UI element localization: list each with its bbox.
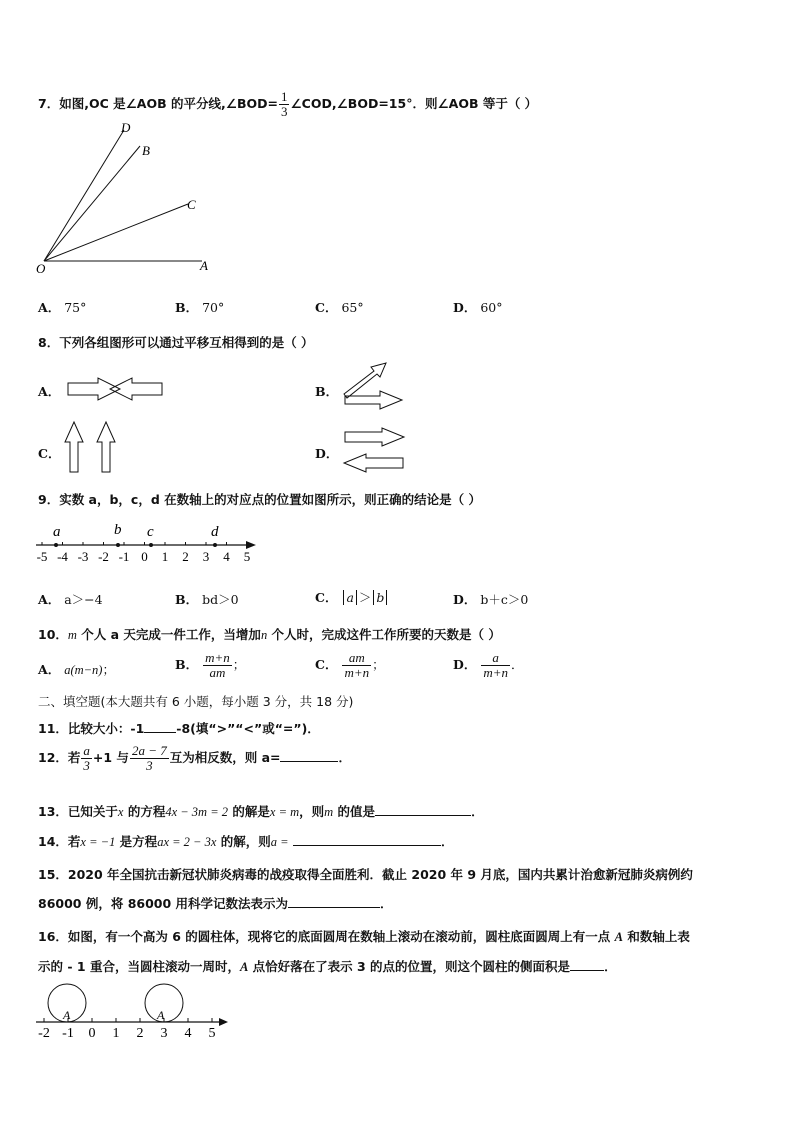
q16-tick-label: 5 xyxy=(208,1026,216,1041)
q7-text-post: ∠COD,∠BOD=15°．则∠AOB 等于（ ） xyxy=(290,96,538,111)
q10-option-a[interactable]: A． a(m−n)； xyxy=(38,662,115,677)
q9-number-line xyxy=(34,518,264,568)
q13-answer-blank[interactable] xyxy=(375,803,471,816)
q7-frac-num: 1 xyxy=(280,89,288,104)
q10-var-n: n xyxy=(260,628,268,642)
question-13: 13．已知关于x 的方程4x − 3m = 2 的解是x = m，则m 的值是 ． xyxy=(38,804,484,819)
question-11: 11．比较大小：-1 -8(填“>”“<”或“=”)． xyxy=(38,721,320,736)
q16-tick-label: 4 xyxy=(184,1026,192,1041)
q7-option-a[interactable]: A． 75° xyxy=(38,300,87,315)
q7-option-b[interactable]: B． 70° xyxy=(175,300,225,315)
q9-point-b xyxy=(116,543,120,547)
q9-option-b[interactable]: B． bd＞0 xyxy=(175,592,239,607)
q9-tick-label: 0 xyxy=(141,549,148,564)
q9-tick-label: 4 xyxy=(223,549,230,564)
q9-label-b: b xyxy=(114,522,122,538)
q16-tick-label: 2 xyxy=(136,1026,144,1041)
q16-tick-label: 1 xyxy=(112,1026,120,1041)
q10-option-b[interactable]: B． $\frac{m+n}{am}$ ； xyxy=(175,650,246,680)
q16-answer-blank[interactable] xyxy=(570,958,604,971)
q10-var-m: m xyxy=(67,628,77,642)
q8-option-b[interactable]: B． xyxy=(315,384,339,399)
question-7-stem xyxy=(38,90,537,119)
q9-option-d[interactable]: D． b＋c＞0 xyxy=(453,592,529,607)
q9-point-c xyxy=(149,543,153,547)
q9-tick-label: 1 xyxy=(161,549,169,564)
q7-option-c[interactable]: C． 65° xyxy=(315,300,364,315)
q14-answer-blank[interactable] xyxy=(293,833,441,846)
q10-option-c[interactable]: C． $\frac{am}{m+n}$ ； xyxy=(315,650,385,680)
q7-label-O: O xyxy=(36,261,46,276)
question-12: 12．若 $\frac{a}{3}$ +1 与 $\frac{2a - 7}{3}$ 互为相反数，则 a= ． xyxy=(38,743,351,773)
question-9-stem: 9．实数 a，b，c，d 在数轴上的对应点的位置如图所示，则正确的结论是（ ） xyxy=(38,492,481,507)
question-15-line-2: 86000 例，将 86000 用科学记数法表示为 ． xyxy=(38,896,393,911)
section-2-heading: 二、填空题(本大题共有 6 小题，每小题 3 分，共 18 分) xyxy=(38,694,354,709)
q11-answer-blank[interactable] xyxy=(144,720,176,733)
question-14: 14．若x = −1 是方程ax = 2 − 3x 的解，则a = ． xyxy=(38,834,454,849)
q8-option-a[interactable]: A． xyxy=(38,384,61,399)
q16-tick-label: 0 xyxy=(88,1026,96,1041)
q16-tick-label: 3 xyxy=(160,1026,168,1041)
q8-option-d[interactable]: D． xyxy=(315,446,339,461)
q8-option-c[interactable]: C． xyxy=(38,446,61,461)
q16-label-a-after: A xyxy=(157,1008,165,1022)
q8-figure-a xyxy=(64,376,168,402)
q9-tick-label: -4 xyxy=(57,549,68,564)
q9-label-d: d xyxy=(211,524,219,540)
q9-tick-label: -3 xyxy=(77,549,89,564)
q7-label-A: A xyxy=(200,258,208,273)
q9-label-c: c xyxy=(147,524,154,540)
q7-label-B: B xyxy=(142,143,150,158)
q10-option-d[interactable]: D． $\frac{a}{m+n}$ ． xyxy=(453,650,524,680)
q9-option-c[interactable]: C． a ＞ b xyxy=(315,588,389,606)
q7-frac-den: 3 xyxy=(280,104,288,119)
q8-figure-d xyxy=(340,426,410,474)
q9-point-a xyxy=(54,543,58,547)
q9-label-a: a xyxy=(53,524,61,540)
q9-option-a[interactable]: A． a＞−4 xyxy=(38,592,103,607)
q16-label-a-before: A xyxy=(63,1008,71,1022)
q8-figure-c xyxy=(62,420,122,476)
question-10-stem: 10．m 个人 a 天完成一件工作，当增加n 个人时，完成这件工作所要的天数是（ ） xyxy=(38,627,501,642)
q9-tick-label: 3 xyxy=(202,549,210,564)
q7-fraction xyxy=(279,90,290,119)
q9-tick-label: 2 xyxy=(182,549,189,564)
q15-answer-blank[interactable] xyxy=(288,895,380,908)
q9-abs-b: b xyxy=(373,590,387,605)
q7-label-C: C xyxy=(187,197,196,212)
q16-tick-label: -1 xyxy=(62,1026,74,1041)
q9-point-d xyxy=(213,543,217,547)
question-16-line-1: 16．如图，有一个高为 6 的圆柱体，现将它的底面圆周在数轴上滚动在滚动前，圆柱底面圆周上有一点 A 和数轴上表 xyxy=(38,929,690,944)
q16-tick-label: -2 xyxy=(38,1026,50,1041)
q16-cylinder-figure xyxy=(32,982,232,1042)
q9-abs-a: a xyxy=(343,590,356,605)
q12-answer-blank[interactable] xyxy=(280,749,338,762)
q7-text-pre: 7．如图,OC 是∠AOB 的平分线,∠BOD= xyxy=(38,96,278,111)
q7-angle-figure xyxy=(30,118,230,280)
q7-option-d[interactable]: D． 60° xyxy=(453,300,503,315)
q8-figure-b xyxy=(340,360,410,410)
q9-tick-label: 5 xyxy=(243,549,251,564)
question-8-stem: 8．下列各组图形可以通过平移互相得到的是（ ） xyxy=(38,335,314,350)
q9-tick-label: -5 xyxy=(36,549,48,564)
question-15-line-1: 15．2020 年全国抗击新冠状肺炎病毒的战疫取得全面胜利．截止 2020 年 9 月底，国内共累计治愈新冠肺炎病例约 xyxy=(38,867,693,882)
q7-label-D: D xyxy=(121,120,131,135)
question-16-line-2: 示的 - 1 重合，当圆柱滚动一周时，A 点恰好落在了表示 3 的点的位置，则这个圆柱的侧面积是 ． xyxy=(38,959,617,974)
q9-tick-label: -1 xyxy=(118,549,130,564)
q9-tick-label: -2 xyxy=(98,549,109,564)
